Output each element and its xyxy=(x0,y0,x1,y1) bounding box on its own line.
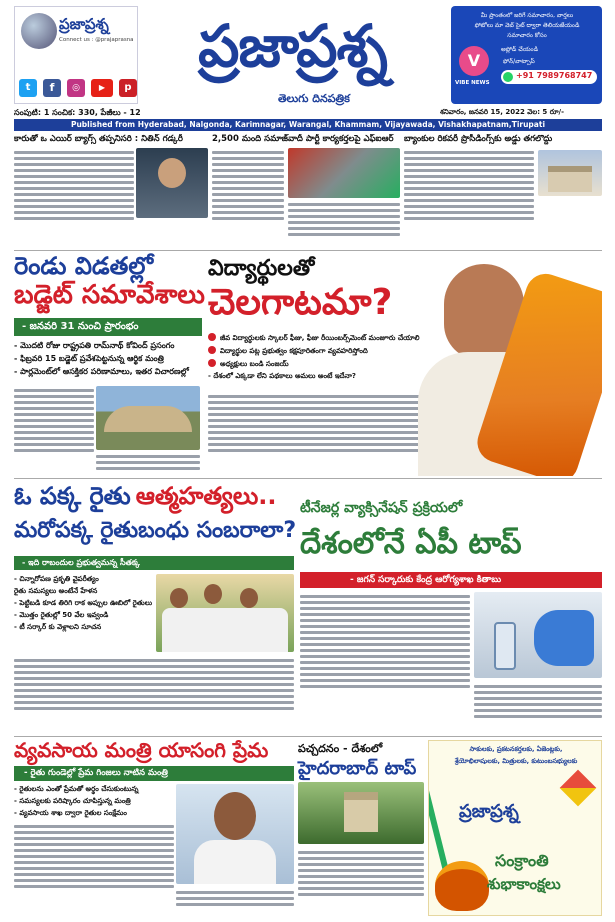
top-story-3[interactable] xyxy=(404,134,602,249)
agri-point-2: - సమస్యలకు పరిష్కారం చూపిస్తున్న మంత్రి xyxy=(14,797,131,805)
farmer-body xyxy=(14,656,294,734)
hyderabad-body xyxy=(298,848,424,916)
small-logo-block xyxy=(14,6,138,104)
students-point-1: జీవ విద్యార్థులకు స్కాలర్ ఫీజు, ఫీజు రీయింబర్స్‌మెంట్ మంజూరు చేయాలి xyxy=(208,332,438,345)
agri-point-3: - వ్యవసాయ శాఖ ద్వారా రైతుల సంక్షేమం xyxy=(14,809,127,817)
ad-phone: +91 7989768747 xyxy=(516,71,593,80)
twitter-icon[interactable]: t xyxy=(19,79,37,97)
farmer-point-3: - పెట్టిబడి కూడ తిరిగి రాక అప్పుల ఊబిలో రైతులు xyxy=(14,599,153,607)
top-story-2-body-b xyxy=(288,200,400,248)
agri-point-1: - రైతులను ఎంతో ప్రేమతో అర్థం చేసుకుంటున్న xyxy=(14,785,139,793)
ad-line1: మీ ప్రాంతంలో జరిగే సమాచారం, వార్తలు xyxy=(480,12,574,19)
ad-extra: అప్లోడ్ చేయండి xyxy=(501,46,539,53)
ad-line2: ఫోటోలు మా వెబ్ సైట్ ద్వారా తెలియజేయండి xyxy=(474,22,580,29)
social-icons xyxy=(19,79,137,97)
rally-photo xyxy=(288,148,400,198)
budget-bullet-2: - ఫిబ్రవరి 15 బడ్జెట్ ప్రవేశపెట్టనున్న ఆర్థిక మంత్రి xyxy=(14,354,164,363)
top-story-3-headline: బ్యాంకుల రికవరీ ప్రొసీడింగ్స్‌కు అడ్డు తగలొద్దు xyxy=(404,134,553,144)
festival-wish-1: సంక్రాంతి xyxy=(495,851,549,870)
top-story-1[interactable] xyxy=(14,134,208,249)
agri-banner xyxy=(14,766,294,781)
vaccine-banner-text: - జగన్ సర్కారుకు కేంద్ర ఆరోగ్యశాఖ కితాబు xyxy=(350,575,502,585)
sankranti-ad xyxy=(428,740,602,916)
vaccine-photo xyxy=(474,592,602,678)
small-tagline: Connect us : @prajaprasna xyxy=(59,37,134,43)
vaccine-body xyxy=(300,592,470,734)
hyderabad-headline: హైదరాబాద్ టాప్ xyxy=(298,758,417,779)
whatsapp-icon xyxy=(503,72,513,82)
budget-body-b xyxy=(96,452,200,476)
farmer-point-1: - చిన్నారోపణ ప్రకృతి వైపరీత్యం xyxy=(14,575,99,583)
top-story-1-headline: కారుతో ఒ ఎయిర్ బ్యాగ్స్ తప్పనిసరి : నితిన్ గడ్కరీ xyxy=(14,134,183,144)
top-story-3-body xyxy=(404,148,534,248)
instagram-icon[interactable]: ◎ xyxy=(67,79,85,97)
masthead-title: ప్రజాప్రశ్న xyxy=(198,12,387,80)
hyderabad-kicker: పచ్చదనం - దేశంలో xyxy=(298,742,383,755)
top-story-2-headline: 2,500 మంది సమాజ్‌వాదీ పార్టీ కార్యకర్తలపై ఎఫ్‌ఐఆర్ xyxy=(212,134,394,144)
farmer-kicker xyxy=(14,482,276,516)
festival-brand: ప్రజాప్రశ్న xyxy=(459,801,519,822)
budget-bullet-1: - మొదటి రోజు రాష్ట్రపతి రామ్‌నాథ్ కోవింద్ ప్రసంగం xyxy=(14,341,175,350)
small-logo: ప్రజాప్రశ్న xyxy=(59,15,109,33)
court-photo xyxy=(538,150,602,196)
masthead-subtitle: తెలుగు దినపత్రిక xyxy=(278,92,350,105)
budget-kicker: రెండు విడతల్లో xyxy=(14,252,154,280)
students-point-4: - దేశంలో ఎక్కడా లేని పథకాలు అమలు అంటే ఇదేనా? xyxy=(208,372,356,380)
ad-contact-label: ఫోన్/వాట్సాప్ xyxy=(503,58,535,65)
farmer-point-5: - టీ సర్కార్ కు వెళ్లాలని సూచన xyxy=(14,623,102,631)
ad-brand: VIBE NEWS xyxy=(455,80,490,86)
top-story-2[interactable] xyxy=(212,134,400,249)
vaccine-body-b xyxy=(474,682,602,734)
date-price: శనివారం, జనవరి 15, 2022 వెల: 5 రూ/- xyxy=(440,108,565,116)
agri-points xyxy=(14,784,174,820)
hyderabad-photo xyxy=(298,782,424,844)
leader-photo xyxy=(404,254,602,476)
farmer-point-4: - మొత్తం రైతుల్లో 50 వేల ఇవ్వండి xyxy=(14,611,109,619)
agri-headline: వ్యవసాయ మంత్రి యాసంగి ప్రేమ xyxy=(14,738,269,762)
kite-icon xyxy=(560,770,597,807)
facebook-icon[interactable]: f xyxy=(43,79,61,97)
vaccine-banner xyxy=(300,572,602,588)
minister-photo xyxy=(176,784,294,884)
students-point-3: అధ్యక్షులు బండి సంజయ్ xyxy=(208,358,438,371)
farmer-points xyxy=(14,574,154,634)
students-body xyxy=(208,392,434,476)
farmer-headline: మరోపక్క రైతుబంధు సంబరాలా? xyxy=(14,518,297,543)
agri-banner-text: - రైతు గుండెల్లో ప్రేమ గింజలు నాటిన మంత్రి xyxy=(24,768,168,778)
students-headline: చెలగాటమా? xyxy=(208,282,393,323)
festival-greeting-2: శ్రేయోభిలాషులకు, మిత్రులకు, కుటుంబసభ్యులకు xyxy=(454,757,578,765)
published-from-bar xyxy=(14,119,602,131)
vibe-news-ad xyxy=(451,6,602,104)
top-story-2-body xyxy=(212,148,284,248)
vaccine-kicker: టీనేజర్ల వ్యాక్సినేషన్ ప్రక్రియలో xyxy=(300,500,463,516)
budget-date-banner xyxy=(14,318,202,336)
published-from: Published from Hyderabad, Nalgonda, Karimnagar, Warangal, Khammam, Vijayawada, Vishakhapatnam,Tirupati xyxy=(70,120,546,129)
farmer-kicker-blue: ఓ పక్క రైతు xyxy=(14,482,131,510)
budget-headline: బడ్జెట్ సమావేశాలు xyxy=(14,280,205,310)
students-point-2: విద్యార్థుల పట్ల ప్రభుత్వం కక్షపూరితంగా వ్యవహరిస్తోంది xyxy=(208,345,438,358)
issue-info: సంపుటి: 1 సంచిక: 330, పేజీలు - 12 xyxy=(14,108,141,117)
budget-bullets xyxy=(14,340,204,379)
pinterest-icon[interactable]: p xyxy=(119,79,137,97)
festival-greeting-1: సాకులకు, ప్రకటనకర్తలకు, ఏజెంట్లకు, xyxy=(469,745,563,753)
globe-icon xyxy=(21,13,57,49)
budget-date-banner-text: - జనవరి 31 నుంచి ప్రారంభం xyxy=(22,321,139,332)
ad-phone-pill[interactable] xyxy=(501,70,597,84)
pongal-pot-icon xyxy=(435,861,489,911)
top-story-1-body xyxy=(14,148,134,248)
farmer-point-2: రైతు సమస్యలు అంటేనే హేళన xyxy=(14,587,98,595)
vaccine-headline: దేశంలోనే ఏపీ టాప్ xyxy=(300,526,522,561)
gadkari-photo xyxy=(136,148,208,218)
farmer-banner xyxy=(14,556,294,570)
vibe-logo-icon: V xyxy=(459,46,489,76)
farmer-photo xyxy=(156,574,294,652)
farmer-banner-text: - ఇది రాబందుల ప్రభుత్వమన్న సీతక్క xyxy=(22,558,140,567)
budget-bullet-3: - పార్లమెంట్‌లో ఆసక్తికర పరిణామాలు, ఇతర విచారణల్లో xyxy=(14,367,189,376)
agri-body-b xyxy=(176,888,294,916)
youtube-icon[interactable]: ▶ xyxy=(91,79,113,97)
festival-wish-2: శుభాకాంక్షలు xyxy=(487,875,561,893)
parliament-photo xyxy=(96,386,200,450)
students-kicker: విద్యార్థులతో xyxy=(208,256,315,281)
agri-body xyxy=(14,822,174,916)
budget-body xyxy=(14,386,94,476)
farmer-kicker-red: ఆత్మహత్యలు.. xyxy=(135,482,277,510)
ad-line3: సమాచారం కోసం xyxy=(507,32,547,39)
